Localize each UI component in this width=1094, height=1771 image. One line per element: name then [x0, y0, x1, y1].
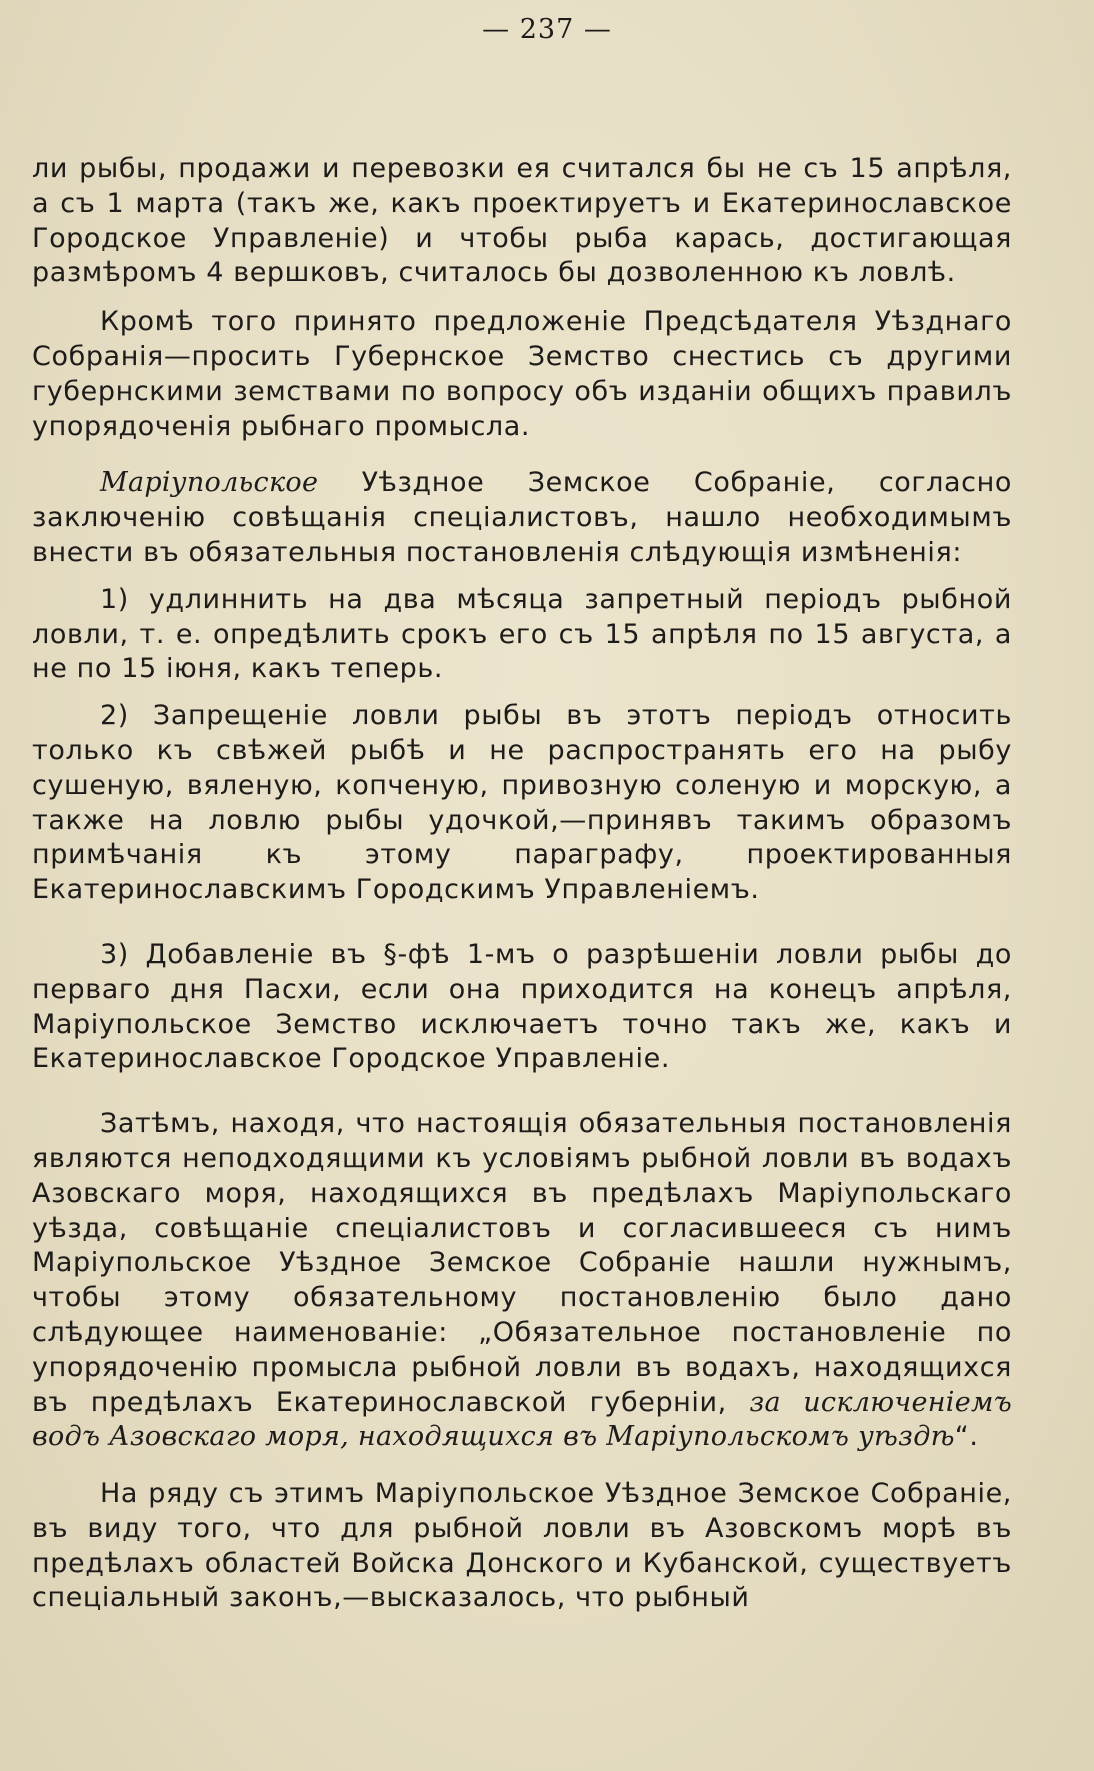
italic-exclusion-clause: за исключеніемъ водъ Азовскаго моря, находящихся въ Маріупольскомъ уѣздѣ [32, 1386, 1012, 1453]
italic-lead-mariupol: Маріупольское [100, 467, 319, 499]
page-number: — 237 — [482, 14, 612, 45]
body-text [32, 152, 1012, 1616]
paragraph-proposal: Кромѣ того принято предложеніе Предсѣдателя Уѣзднаго Собранія—просить Губернское Земство снестись съ другими губернскими земствами по вопросу объ изданіи общихъ правилъ упорядоченія рыбнаго промысла. [32, 306, 1012, 442]
paragraph-naming-end: “. [954, 1421, 979, 1453]
paragraph-naming [32, 1107, 1012, 1455]
paragraph-mariupol-text: Уѣздное Земское Собраніе, согласно заключенію совѣщанія спеціалистовъ, нашло необходимымъ внести въ обязательныя постановленія слѣдующія измѣненія: [32, 467, 1012, 568]
list-item-2: 2) Запрещеніе ловли рыбы въ этотъ періодъ относить только къ свѣжей рыбѣ и не распространять его на рыбу сушеную, вяленую, копченую, привозную соленую и морскую, а также на ловлю рыбы удочкой,—принявъ такимъ образомъ примѣчанія къ этому параграфу, проектированныя Екатеринославскимъ Городскимъ Управленіемъ. [32, 700, 1012, 906]
paragraph-mariupol-assembly [32, 466, 1012, 570]
paragraph-naming-text: Затѣмъ, находя, что настоящія обязательныя постановленія являются неподходящими къ условіямъ рыбной ловли въ водахъ Азовскаго моря, находящихся въ предѣлахъ Маріупольскаго уѣзда, совѣщаніе спеціалистовъ и согласившееся съ нимъ Маріупольское Уѣздное Земское Собраніе нашли нужнымъ, чтобы этому обязательному постановленію было дано слѣдующее наименованіе: „Обязательное постановленіе по упорядоченію промысла рыбной ловли въ водахъ, находящихся въ предѣлахъ Екатеринославской губерніи, [32, 1108, 1012, 1418]
list-item-3: 3) Добавленіе въ §-фѣ 1-мъ о разрѣшеніи ловли рыбы до перваго дня Пасхи, если она приходится на конецъ апрѣля, Маріупольское Земство исключаетъ точно такъ же, какъ и Екатеринославское Городское Управленіе. [32, 938, 1012, 1075]
list-item-1: 1) удлиннить на два мѣсяца запретный періодъ рыбной ловли, т. е. опредѣлить срокъ его съ 15 апрѣля по 15 августа, а не по 15 іюня, какъ теперь. [32, 583, 1012, 685]
paragraph-special-law: На ряду съ этимъ Маріупольское Уѣздное Земское Собраніе, въ виду того, что для рыбной ловли въ Азовскомъ морѣ въ предѣлахъ областей Войска Донского и Кубанской, существуетъ спеціальный законъ,—высказалось, что рыбный [32, 1478, 1012, 1614]
paragraph-continued: ли рыбы, продажи и перевозки ея считался бы не съ 15 апрѣля, а съ 1 марта (такъ же, какъ проектируетъ и Екатеринославское Городское Управленіе) и чтобы рыба карась, достигающая размѣромъ 4 вершковъ, считалось бы дозволенною къ ловлѣ. [32, 153, 1012, 289]
